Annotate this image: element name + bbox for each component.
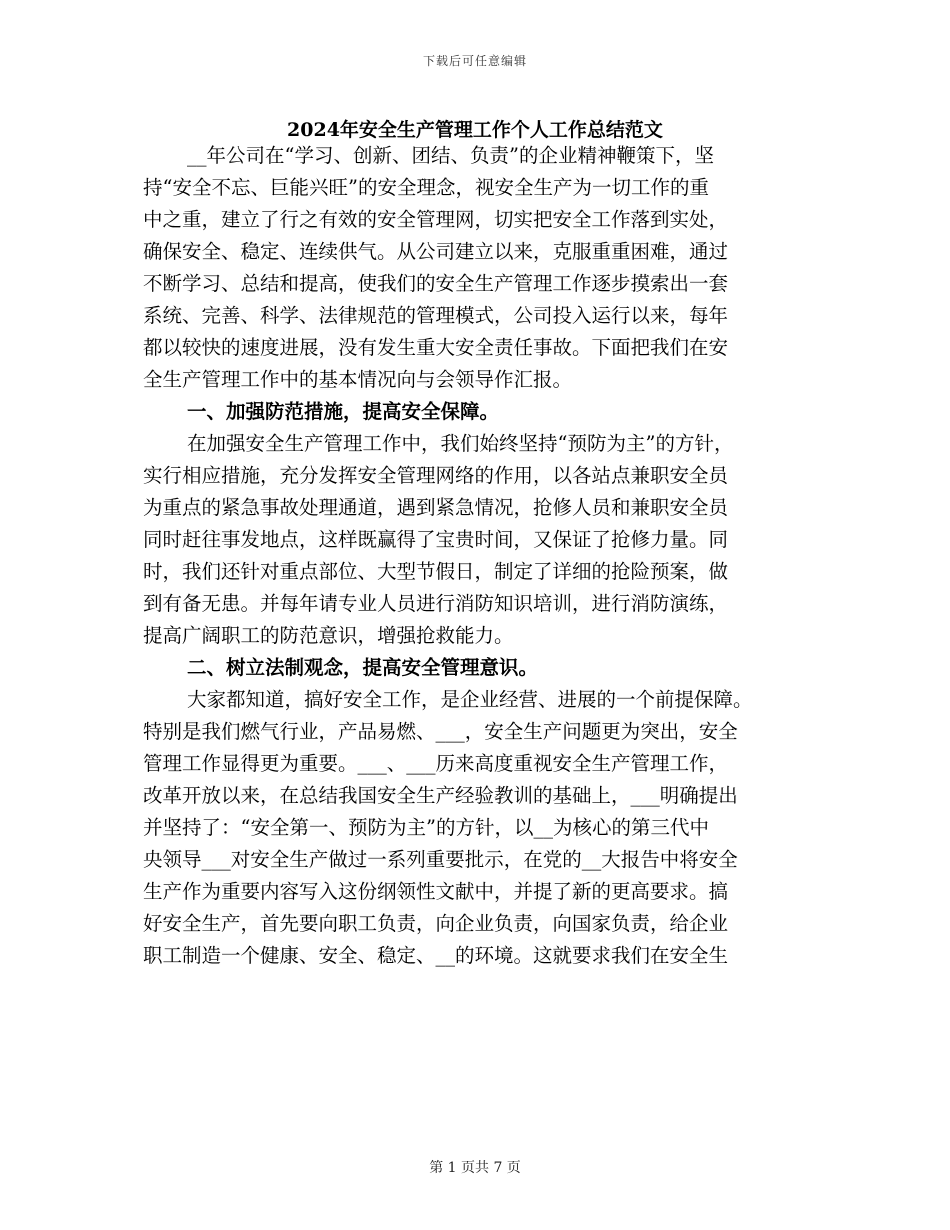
page-header-note: 下载后可任意编辑 bbox=[422, 54, 527, 68]
paragraph-line: 同时赶往事发地点，这样既赢得了宝贵时间，又保证了抢修力量。同 bbox=[143, 528, 729, 551]
paragraph-line: 中之重，建立了行之有效的安全管理网，切实把安全工作落到实处， bbox=[143, 208, 729, 231]
document-body bbox=[143, 140, 809, 972]
paragraph-line: 到有备无患。并每年请专业人员进行消防知识培训，进行消防演练， bbox=[143, 592, 729, 615]
section-heading: 一、加强防范措施，提高安全保障。 bbox=[187, 400, 500, 423]
paragraph-line: 不断学习、总结和提高，使我们的安全生产管理工作逐步摸索出一套 bbox=[143, 272, 729, 295]
paragraph-line: 在加强安全生产管理工作中，我们始终坚持“预防为主”的方针， bbox=[187, 432, 734, 455]
paragraph-line: 确保安全、稳定、连续供气。从公司建立以来，克服重重困难，通过 bbox=[143, 240, 729, 263]
paragraph-line: 为重点的紧急事故处理通道，遇到紧急情况，抢修人员和兼职安全员 bbox=[143, 496, 729, 519]
paragraph-line: 并坚持了：“安全第一、预防为主”的方针，以__为核心的第三代中 bbox=[143, 816, 709, 839]
section-heading: 二、树立法制观念，提高安全管理意识。 bbox=[187, 656, 539, 679]
paragraph-line: 全生产管理工作中的基本情况向与会领导作汇报。 bbox=[143, 368, 573, 391]
paragraph-line: 提高广阔职工的防范意识，增强抢救能力。 bbox=[143, 624, 514, 647]
paragraph-line: 好安全生产，首先要向职工负责，向企业负责，向国家负责，给企业 bbox=[143, 912, 729, 935]
paragraph-line: 都以较快的速度进展，没有发生重大安全责任事故。下面把我们在安 bbox=[143, 336, 729, 359]
paragraph-line: 生产作为重要内容写入这份纲领性文献中，并提了新的更高要求。搞 bbox=[143, 880, 729, 903]
paragraph-line: 职工制造一个健康、安全、稳定、__的环境。这就要求我们在安全生 bbox=[143, 944, 729, 967]
paragraph-line: 系统、完善、科学、法律规范的管理模式，公司投入运行以来，每年 bbox=[143, 304, 729, 327]
page-number-footer: 第 1 页共 7 页 bbox=[429, 1160, 521, 1176]
paragraph-line: __年公司在“学习、创新、团结、负责”的企业精神鞭策下，坚 bbox=[187, 144, 714, 167]
document-title: 2024年安全生产管理工作个人工作总结范文 bbox=[287, 119, 663, 141]
paragraph-line: 央领导___对安全生产做过一系列重要批示，在党的__大报告中将安全 bbox=[143, 848, 738, 871]
paragraph-line: 特别是我们燃气行业，产品易燃、___，安全生产问题更为突出，安全 bbox=[143, 720, 738, 743]
paragraph-line: 管理工作显得更为重要。___、___历来高度重视安全生产管理工作， bbox=[143, 752, 729, 775]
paragraph-line: 实行相应措施，充分发挥安全管理网络的作用，以各站点兼职安全员 bbox=[143, 464, 729, 487]
paragraph-line: 持“安全不忘、巨能兴旺”的安全理念，视安全生产为一切工作的重 bbox=[143, 176, 709, 199]
paragraph-line: 时，我们还针对重点部位、大型节假日，制定了详细的抢险预案，做 bbox=[143, 560, 729, 583]
paragraph-line: 改革开放以来，在总结我国安全生产经验教训的基础上，___明确提出 bbox=[143, 784, 738, 807]
paragraph-line: 大家都知道，搞好安全工作，是企业经营、进展的一个前提保障。 bbox=[187, 688, 753, 711]
